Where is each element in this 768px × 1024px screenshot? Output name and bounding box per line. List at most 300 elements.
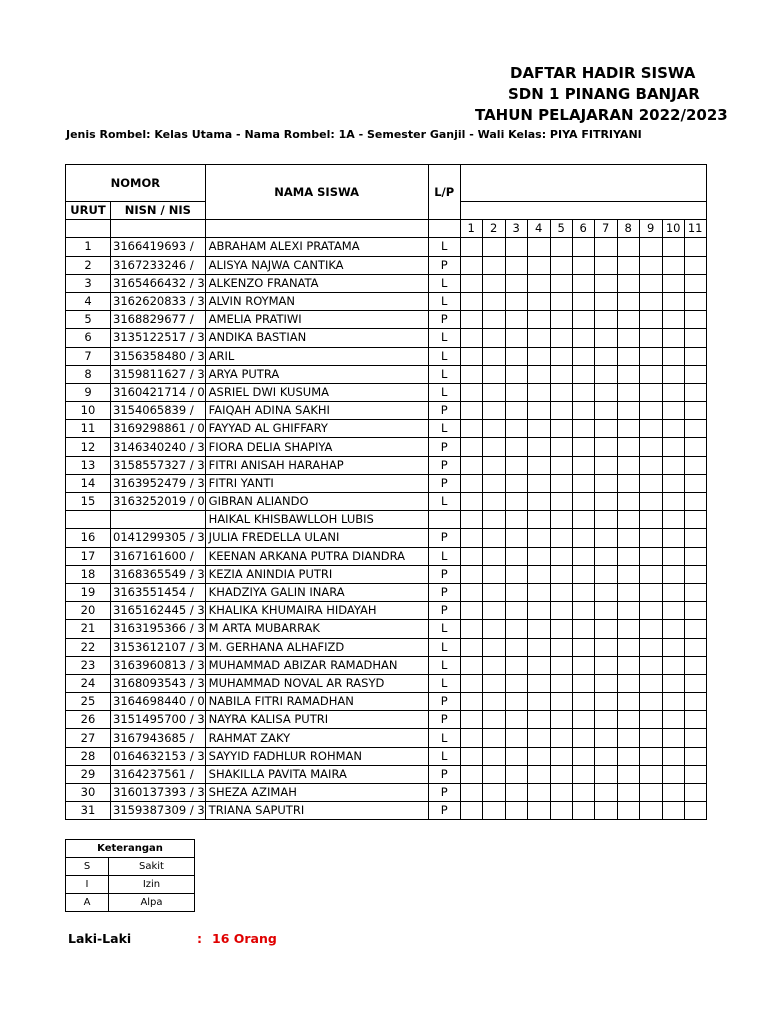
attendance-cell[interactable] — [617, 456, 639, 474]
attendance-cell[interactable] — [505, 784, 527, 802]
attendance-cell[interactable] — [684, 565, 706, 583]
attendance-cell[interactable] — [617, 365, 639, 383]
attendance-cell[interactable] — [460, 747, 482, 765]
attendance-cell[interactable] — [482, 620, 505, 638]
attendance-cell[interactable] — [527, 238, 550, 256]
attendance-cell[interactable] — [505, 311, 527, 329]
attendance-cell[interactable] — [684, 274, 706, 292]
attendance-cell[interactable] — [482, 292, 505, 310]
attendance-cell[interactable] — [594, 583, 617, 601]
attendance-cell[interactable] — [527, 656, 550, 674]
attendance-cell[interactable] — [639, 729, 662, 747]
attendance-cell[interactable] — [617, 274, 639, 292]
attendance-cell[interactable] — [662, 347, 684, 365]
attendance-cell[interactable] — [617, 784, 639, 802]
attendance-cell[interactable] — [662, 474, 684, 492]
attendance-cell[interactable] — [482, 383, 505, 401]
attendance-cell[interactable] — [639, 784, 662, 802]
attendance-cell[interactable] — [527, 329, 550, 347]
attendance-cell[interactable] — [617, 329, 639, 347]
attendance-cell[interactable] — [684, 511, 706, 529]
attendance-cell[interactable] — [527, 311, 550, 329]
attendance-cell[interactable] — [572, 311, 594, 329]
attendance-cell[interactable] — [482, 365, 505, 383]
attendance-cell[interactable] — [639, 747, 662, 765]
attendance-cell[interactable] — [594, 347, 617, 365]
attendance-cell[interactable] — [505, 620, 527, 638]
attendance-cell[interactable] — [639, 583, 662, 601]
attendance-cell[interactable] — [662, 765, 684, 783]
attendance-cell[interactable] — [527, 347, 550, 365]
attendance-cell[interactable] — [662, 656, 684, 674]
attendance-cell[interactable] — [527, 693, 550, 711]
attendance-cell[interactable] — [662, 802, 684, 820]
attendance-cell[interactable] — [482, 674, 505, 692]
attendance-cell[interactable] — [639, 347, 662, 365]
attendance-cell[interactable] — [550, 438, 572, 456]
attendance-cell[interactable] — [550, 711, 572, 729]
attendance-cell[interactable] — [594, 620, 617, 638]
attendance-cell[interactable] — [482, 238, 505, 256]
attendance-cell[interactable] — [572, 474, 594, 492]
attendance-cell[interactable] — [594, 784, 617, 802]
attendance-cell[interactable] — [527, 402, 550, 420]
attendance-cell[interactable] — [505, 602, 527, 620]
attendance-cell[interactable] — [482, 547, 505, 565]
attendance-cell[interactable] — [684, 311, 706, 329]
attendance-cell[interactable] — [527, 638, 550, 656]
attendance-cell[interactable] — [460, 329, 482, 347]
attendance-cell[interactable] — [639, 365, 662, 383]
attendance-cell[interactable] — [662, 292, 684, 310]
attendance-cell[interactable] — [527, 620, 550, 638]
attendance-cell[interactable] — [482, 583, 505, 601]
attendance-cell[interactable] — [639, 456, 662, 474]
attendance-cell[interactable] — [594, 638, 617, 656]
attendance-cell[interactable] — [639, 474, 662, 492]
attendance-cell[interactable] — [684, 674, 706, 692]
attendance-cell[interactable] — [572, 693, 594, 711]
attendance-cell[interactable] — [684, 693, 706, 711]
attendance-cell[interactable] — [594, 456, 617, 474]
attendance-cell[interactable] — [594, 438, 617, 456]
attendance-cell[interactable] — [662, 438, 684, 456]
attendance-cell[interactable] — [662, 420, 684, 438]
attendance-cell[interactable] — [594, 656, 617, 674]
attendance-cell[interactable] — [617, 656, 639, 674]
attendance-cell[interactable] — [617, 583, 639, 601]
attendance-cell[interactable] — [460, 583, 482, 601]
attendance-cell[interactable] — [505, 383, 527, 401]
attendance-cell[interactable] — [550, 620, 572, 638]
attendance-cell[interactable] — [594, 747, 617, 765]
attendance-cell[interactable] — [662, 565, 684, 583]
attendance-cell[interactable] — [550, 329, 572, 347]
attendance-cell[interactable] — [684, 493, 706, 511]
attendance-cell[interactable] — [617, 383, 639, 401]
attendance-cell[interactable] — [550, 565, 572, 583]
attendance-cell[interactable] — [594, 693, 617, 711]
attendance-cell[interactable] — [594, 402, 617, 420]
attendance-cell[interactable] — [460, 565, 482, 583]
attendance-cell[interactable] — [572, 365, 594, 383]
attendance-cell[interactable] — [505, 420, 527, 438]
attendance-cell[interactable] — [639, 620, 662, 638]
attendance-cell[interactable] — [505, 365, 527, 383]
attendance-cell[interactable] — [684, 729, 706, 747]
attendance-cell[interactable] — [639, 602, 662, 620]
attendance-cell[interactable] — [505, 474, 527, 492]
attendance-cell[interactable] — [527, 493, 550, 511]
attendance-cell[interactable] — [617, 529, 639, 547]
attendance-cell[interactable] — [550, 656, 572, 674]
attendance-cell[interactable] — [527, 802, 550, 820]
attendance-cell[interactable] — [460, 656, 482, 674]
attendance-cell[interactable] — [505, 765, 527, 783]
attendance-cell[interactable] — [527, 565, 550, 583]
attendance-cell[interactable] — [662, 711, 684, 729]
attendance-cell[interactable] — [617, 711, 639, 729]
attendance-cell[interactable] — [460, 456, 482, 474]
attendance-cell[interactable] — [527, 456, 550, 474]
attendance-cell[interactable] — [550, 274, 572, 292]
attendance-cell[interactable] — [684, 256, 706, 274]
attendance-cell[interactable] — [684, 402, 706, 420]
attendance-cell[interactable] — [550, 784, 572, 802]
attendance-cell[interactable] — [550, 638, 572, 656]
attendance-cell[interactable] — [505, 292, 527, 310]
attendance-cell[interactable] — [639, 311, 662, 329]
attendance-cell[interactable] — [617, 347, 639, 365]
attendance-cell[interactable] — [572, 620, 594, 638]
attendance-cell[interactable] — [617, 256, 639, 274]
attendance-cell[interactable] — [505, 583, 527, 601]
attendance-cell[interactable] — [505, 402, 527, 420]
attendance-cell[interactable] — [527, 420, 550, 438]
attendance-cell[interactable] — [550, 474, 572, 492]
attendance-cell[interactable] — [639, 674, 662, 692]
attendance-cell[interactable] — [639, 802, 662, 820]
attendance-cell[interactable] — [527, 784, 550, 802]
attendance-cell[interactable] — [617, 493, 639, 511]
attendance-cell[interactable] — [482, 311, 505, 329]
attendance-cell[interactable] — [460, 420, 482, 438]
attendance-cell[interactable] — [639, 565, 662, 583]
attendance-cell[interactable] — [617, 438, 639, 456]
attendance-cell[interactable] — [662, 329, 684, 347]
attendance-cell[interactable] — [594, 511, 617, 529]
attendance-cell[interactable] — [527, 511, 550, 529]
attendance-cell[interactable] — [684, 620, 706, 638]
attendance-cell[interactable] — [482, 474, 505, 492]
attendance-cell[interactable] — [572, 802, 594, 820]
attendance-cell[interactable] — [572, 238, 594, 256]
attendance-cell[interactable] — [684, 547, 706, 565]
attendance-cell[interactable] — [550, 383, 572, 401]
attendance-cell[interactable] — [639, 256, 662, 274]
attendance-cell[interactable] — [572, 529, 594, 547]
attendance-cell[interactable] — [550, 420, 572, 438]
attendance-cell[interactable] — [460, 674, 482, 692]
attendance-cell[interactable] — [639, 547, 662, 565]
attendance-cell[interactable] — [639, 656, 662, 674]
attendance-cell[interactable] — [527, 674, 550, 692]
attendance-cell[interactable] — [505, 638, 527, 656]
attendance-cell[interactable] — [482, 602, 505, 620]
attendance-cell[interactable] — [550, 583, 572, 601]
attendance-cell[interactable] — [460, 347, 482, 365]
attendance-cell[interactable] — [482, 693, 505, 711]
attendance-cell[interactable] — [460, 311, 482, 329]
attendance-cell[interactable] — [662, 602, 684, 620]
attendance-cell[interactable] — [460, 638, 482, 656]
attendance-cell[interactable] — [572, 583, 594, 601]
attendance-cell[interactable] — [550, 511, 572, 529]
attendance-cell[interactable] — [594, 238, 617, 256]
attendance-cell[interactable] — [550, 292, 572, 310]
attendance-cell[interactable] — [684, 474, 706, 492]
attendance-cell[interactable] — [639, 329, 662, 347]
attendance-cell[interactable] — [617, 238, 639, 256]
attendance-cell[interactable] — [662, 784, 684, 802]
attendance-cell[interactable] — [572, 711, 594, 729]
attendance-cell[interactable] — [684, 747, 706, 765]
attendance-cell[interactable] — [572, 511, 594, 529]
attendance-cell[interactable] — [594, 547, 617, 565]
attendance-cell[interactable] — [662, 365, 684, 383]
attendance-cell[interactable] — [617, 802, 639, 820]
attendance-cell[interactable] — [684, 765, 706, 783]
attendance-cell[interactable] — [505, 802, 527, 820]
attendance-cell[interactable] — [527, 474, 550, 492]
attendance-cell[interactable] — [482, 438, 505, 456]
attendance-cell[interactable] — [527, 583, 550, 601]
attendance-cell[interactable] — [662, 311, 684, 329]
attendance-cell[interactable] — [460, 365, 482, 383]
attendance-cell[interactable] — [594, 365, 617, 383]
attendance-cell[interactable] — [505, 256, 527, 274]
attendance-cell[interactable] — [505, 493, 527, 511]
attendance-cell[interactable] — [550, 802, 572, 820]
attendance-cell[interactable] — [594, 274, 617, 292]
attendance-cell[interactable] — [505, 711, 527, 729]
attendance-cell[interactable] — [460, 529, 482, 547]
attendance-cell[interactable] — [684, 292, 706, 310]
attendance-cell[interactable] — [594, 529, 617, 547]
attendance-cell[interactable] — [617, 693, 639, 711]
attendance-cell[interactable] — [527, 765, 550, 783]
attendance-cell[interactable] — [594, 711, 617, 729]
attendance-cell[interactable] — [662, 456, 684, 474]
attendance-cell[interactable] — [550, 456, 572, 474]
attendance-cell[interactable] — [550, 602, 572, 620]
attendance-cell[interactable] — [617, 747, 639, 765]
attendance-cell[interactable] — [572, 547, 594, 565]
attendance-cell[interactable] — [505, 347, 527, 365]
attendance-cell[interactable] — [662, 402, 684, 420]
attendance-cell[interactable] — [684, 365, 706, 383]
attendance-cell[interactable] — [617, 674, 639, 692]
attendance-cell[interactable] — [505, 674, 527, 692]
attendance-cell[interactable] — [594, 256, 617, 274]
attendance-cell[interactable] — [639, 383, 662, 401]
attendance-cell[interactable] — [550, 365, 572, 383]
attendance-cell[interactable] — [527, 365, 550, 383]
attendance-cell[interactable] — [684, 456, 706, 474]
attendance-cell[interactable] — [684, 383, 706, 401]
attendance-cell[interactable] — [684, 347, 706, 365]
attendance-cell[interactable] — [482, 256, 505, 274]
attendance-cell[interactable] — [684, 602, 706, 620]
attendance-cell[interactable] — [505, 456, 527, 474]
attendance-cell[interactable] — [572, 383, 594, 401]
attendance-cell[interactable] — [594, 311, 617, 329]
attendance-cell[interactable] — [594, 765, 617, 783]
attendance-cell[interactable] — [639, 711, 662, 729]
attendance-cell[interactable] — [639, 693, 662, 711]
attendance-cell[interactable] — [639, 529, 662, 547]
attendance-cell[interactable] — [460, 711, 482, 729]
attendance-cell[interactable] — [505, 274, 527, 292]
attendance-cell[interactable] — [639, 511, 662, 529]
attendance-cell[interactable] — [482, 511, 505, 529]
attendance-cell[interactable] — [482, 456, 505, 474]
attendance-cell[interactable] — [527, 438, 550, 456]
attendance-cell[interactable] — [617, 765, 639, 783]
attendance-cell[interactable] — [617, 602, 639, 620]
attendance-cell[interactable] — [572, 674, 594, 692]
attendance-cell[interactable] — [572, 747, 594, 765]
attendance-cell[interactable] — [684, 329, 706, 347]
attendance-cell[interactable] — [662, 583, 684, 601]
attendance-cell[interactable] — [684, 529, 706, 547]
attendance-cell[interactable] — [572, 638, 594, 656]
attendance-cell[interactable] — [617, 420, 639, 438]
attendance-cell[interactable] — [617, 292, 639, 310]
attendance-cell[interactable] — [662, 674, 684, 692]
attendance-cell[interactable] — [594, 802, 617, 820]
attendance-cell[interactable] — [460, 729, 482, 747]
attendance-cell[interactable] — [550, 238, 572, 256]
attendance-cell[interactable] — [572, 765, 594, 783]
attendance-cell[interactable] — [662, 383, 684, 401]
attendance-cell[interactable] — [482, 329, 505, 347]
attendance-cell[interactable] — [572, 329, 594, 347]
attendance-cell[interactable] — [482, 638, 505, 656]
attendance-cell[interactable] — [594, 674, 617, 692]
attendance-cell[interactable] — [684, 638, 706, 656]
attendance-cell[interactable] — [572, 565, 594, 583]
attendance-cell[interactable] — [594, 383, 617, 401]
attendance-cell[interactable] — [572, 784, 594, 802]
attendance-cell[interactable] — [527, 602, 550, 620]
attendance-cell[interactable] — [505, 565, 527, 583]
attendance-cell[interactable] — [482, 711, 505, 729]
attendance-cell[interactable] — [505, 238, 527, 256]
attendance-cell[interactable] — [550, 311, 572, 329]
attendance-cell[interactable] — [460, 693, 482, 711]
attendance-cell[interactable] — [460, 402, 482, 420]
attendance-cell[interactable] — [662, 511, 684, 529]
attendance-cell[interactable] — [639, 638, 662, 656]
attendance-cell[interactable] — [482, 274, 505, 292]
attendance-cell[interactable] — [460, 802, 482, 820]
attendance-cell[interactable] — [684, 802, 706, 820]
attendance-cell[interactable] — [617, 511, 639, 529]
attendance-cell[interactable] — [572, 420, 594, 438]
attendance-cell[interactable] — [639, 420, 662, 438]
attendance-cell[interactable] — [639, 493, 662, 511]
attendance-cell[interactable] — [594, 493, 617, 511]
attendance-cell[interactable] — [684, 438, 706, 456]
attendance-cell[interactable] — [639, 292, 662, 310]
attendance-cell[interactable] — [460, 511, 482, 529]
attendance-cell[interactable] — [550, 256, 572, 274]
attendance-cell[interactable] — [482, 565, 505, 583]
attendance-cell[interactable] — [505, 747, 527, 765]
attendance-cell[interactable] — [639, 402, 662, 420]
attendance-cell[interactable] — [572, 347, 594, 365]
attendance-cell[interactable] — [662, 693, 684, 711]
attendance-cell[interactable] — [594, 292, 617, 310]
attendance-cell[interactable] — [572, 656, 594, 674]
attendance-cell[interactable] — [594, 420, 617, 438]
attendance-cell[interactable] — [505, 729, 527, 747]
attendance-cell[interactable] — [460, 292, 482, 310]
attendance-cell[interactable] — [617, 565, 639, 583]
attendance-cell[interactable] — [527, 256, 550, 274]
attendance-cell[interactable] — [550, 693, 572, 711]
attendance-cell[interactable] — [505, 329, 527, 347]
attendance-cell[interactable] — [550, 493, 572, 511]
attendance-cell[interactable] — [482, 402, 505, 420]
attendance-cell[interactable] — [527, 547, 550, 565]
attendance-cell[interactable] — [617, 620, 639, 638]
attendance-cell[interactable] — [684, 420, 706, 438]
attendance-cell[interactable] — [662, 729, 684, 747]
attendance-cell[interactable] — [662, 529, 684, 547]
attendance-cell[interactable] — [662, 620, 684, 638]
attendance-cell[interactable] — [527, 711, 550, 729]
attendance-cell[interactable] — [550, 547, 572, 565]
attendance-cell[interactable] — [460, 383, 482, 401]
attendance-cell[interactable] — [662, 256, 684, 274]
attendance-cell[interactable] — [505, 693, 527, 711]
attendance-cell[interactable] — [617, 474, 639, 492]
attendance-cell[interactable] — [460, 765, 482, 783]
attendance-cell[interactable] — [460, 274, 482, 292]
attendance-cell[interactable] — [550, 529, 572, 547]
attendance-cell[interactable] — [550, 674, 572, 692]
attendance-cell[interactable] — [527, 292, 550, 310]
attendance-cell[interactable] — [460, 602, 482, 620]
attendance-cell[interactable] — [617, 402, 639, 420]
attendance-cell[interactable] — [639, 765, 662, 783]
attendance-cell[interactable] — [572, 493, 594, 511]
attendance-cell[interactable] — [460, 474, 482, 492]
attendance-cell[interactable] — [572, 456, 594, 474]
attendance-cell[interactable] — [594, 329, 617, 347]
attendance-cell[interactable] — [482, 656, 505, 674]
attendance-cell[interactable] — [482, 765, 505, 783]
attendance-cell[interactable] — [662, 747, 684, 765]
attendance-cell[interactable] — [550, 347, 572, 365]
attendance-cell[interactable] — [572, 438, 594, 456]
attendance-cell[interactable] — [527, 729, 550, 747]
attendance-cell[interactable] — [505, 656, 527, 674]
attendance-cell[interactable] — [662, 493, 684, 511]
attendance-cell[interactable] — [684, 784, 706, 802]
